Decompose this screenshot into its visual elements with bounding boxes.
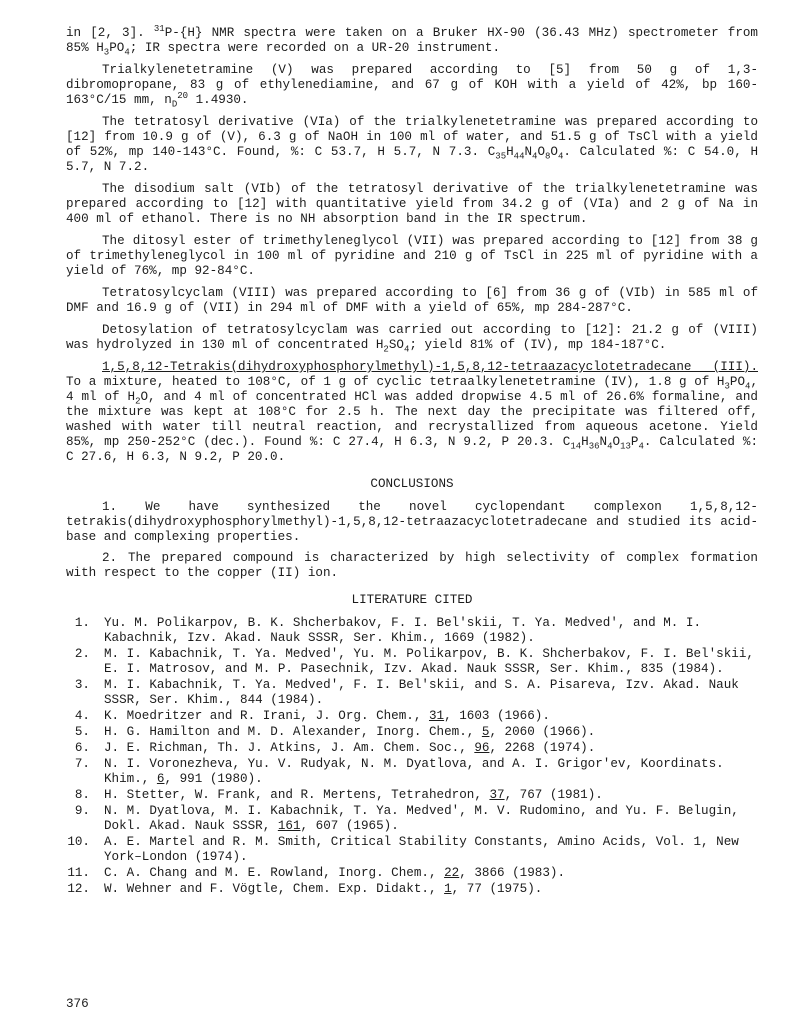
reference-item: 4. K. Moedritzer and R. Irani, J. Org. Chem., 31, 1603 (1966). [74, 709, 550, 723]
reference-item: 8. H. Stetter, W. Frank, and R. Mertens, Tetrahedron, 37, 767 (1981). [74, 788, 603, 802]
reference-item: 9. N. M. Dyatlova, M. I. Kabachnik, T. Ya. Medved', M. V. Rudomino, and Yu. F. Belugin, Dokl. Akad. Nauk SSSR, 161, 607 (1965). [74, 804, 739, 833]
paragraph-trialkylenetetramine: Trialkylenetetramine (V) was prepared according to [5] from 50 g of 1,3-dibromopropane, 83 g of ethylenediamine, and 67 g of KOH with a yield of 42%, bp 160-163°C/15 mm, $n_D^{20}$ 1.4930. [66, 63, 758, 110]
paragraph-nmr-ir: in [2, 3]. $^{31}$P-{H} NMR spectra were taken on a Bruker HX-90 (36.43 MHz) spectrometer from 85% $H_3PO_4$; IR spectra were recorded on a UR-20 instrument. [66, 23, 758, 58]
literature-heading: LITERATURE CITED [351, 593, 473, 607]
reference-item: 12. W. Wehner and F. Vögtle, Chem. Exp. Didakt., 1, 77 (1975). [67, 882, 543, 896]
reference-item: 11. C. A. Chang and M. E. Rowland, Inorg. Chem., 22, 3866 (1983). [67, 866, 566, 880]
paragraph-tetratosylcyclam: Tetratosylcyclam (VIII) was prepared according to [6] from 36 g of (VIb) in 585 ml of DMF and 16.9 g of (VII) in 294 ml of DMF with a yield of 65%, mp 284-287°C. [66, 286, 758, 315]
paragraph-compound-iii: 1,5,8,12-Tetrakis(dihydroxyphosphorylmethyl)-1,5,8,12-tetraazacyclotetradecane (III). To a mixture, heated to 108°C, of 1 g of cyclic tetraalkylenetetramine (IV), 1.8 g of $H_3PO_4$, 4 ml of $H_2O$, and 4 ml of concentrated HCl was added dropwise 4.5 ml of 26.6% formaline, and the mixture was kept at 108°C for 2.5 h. The next day the precipitate was filtered off, washed with water till neutral reaction, and recrystallized from aqueous acetone. Yield 85%, mp 250-252°C (dec.). Found %: C 27.4, H 6.3, N 9.2, P 20.3. $C_{14}H_{36}N_4O_{13}P_4$. Calculated %: C 27.6, H 6.3, N 9.2, P 20.0. [66, 360, 758, 464]
reference-item: 5. H. G. Hamilton and M. D. Alexander, Inorg. Chem., 5, 2060 (1966). [74, 725, 596, 739]
conclusions-heading: CONCLUSIONS [370, 477, 454, 491]
conclusion-item-2: 2. The prepared compound is characterized by high selectivity of complex formation with respect to the copper (II) ion. [66, 551, 758, 580]
conclusion-item-1: 1. We have synthesized the novel cyclopendant complexon 1,5,8,12-tetrakis(dihydroxyphosphorylmethyl)-1,5,8,12-tetraazacyclotetradecane and studied its acid-base and complexing properties. [66, 500, 758, 544]
reference-item: 2. M. I. Kabachnik, T. Ya. Medved', Yu. M. Polikarpov, B. K. Shcherbakov, F. I. Bel'skii, E. I. Matrosov, and M. P. Pasechnik, Izv. Akad. Nauk SSSR, Ser. Khim., 835 (1984). [74, 647, 754, 676]
reference-item: 10. A. E. Martel and R. M. Smith, Critical Stability Constants, Amino Acids, Vol. 1, New York–London (1974). [67, 835, 739, 864]
paragraph-disodium-salt: The disodium salt (VIb) of the tetratosyl derivative of the trialkylenetetramine was prepared according to [12] with quantitative yield from 34.2 g of (VIa) and 2 g of Na in 400 ml of ethanol. There is no NH absorption band in the IR spectrum. [66, 182, 758, 226]
paragraph-detosylation: Detosylation of tetratosylcyclam was carried out according to [12]: 21.2 g of (VIII) was hydrolyzed in 130 ml of concentrated $H_2SO_4$; yield 81% of (IV), mp 184-187°C. [66, 323, 758, 355]
article-page [66, 23, 759, 898]
reference-item: 1. Yu. M. Polikarpov, B. K. Shcherbakov, F. I. Bel'skii, T. Ya. Medved', and M. I. Kabachnik, Izv. Akad. Nauk SSSR, Ser. Khim., 1669 (1982). [74, 616, 702, 645]
paragraph-tetratosyl-derivative: The tetratosyl derivative (VIa) of the trialkylenetetramine was prepared according to [12] from 10.9 g of (V), 6.3 g of NaOH in 100 ml of water, and 51.5 g of TsCl with a yield of 52%, mp 140-143°C. Found, %: C 53.7, H 5.7, N 7.3. $C_{35}H_{44}N_4O_8O_4$. Calculated %: C 54.0, H 5.7, N 7.2. [66, 115, 759, 174]
reference-list [66, 616, 758, 897]
reference-item: 3. M. I. Kabachnik, T. Ya. Medved', F. I. Bel'skii, and S. A. Pisareva, Izv. Akad. Nauk SSSR, Ser. Khim., 844 (1984). [74, 678, 739, 707]
page-number: 376 [66, 997, 89, 1011]
compound-title: 1,5,8,12-Tetrakis(dihydroxyphosphorylmethyl)-1,5,8,12-tetraazacyclotetradecane (III). [102, 360, 758, 374]
paragraph-ditosyl-ester: The ditosyl ester of trimethyleneglycol (VII) was prepared according to [12] from 38 g of trimethyleneglycol in 100 ml of pyridine and 210 g of TsCl in 225 ml of pyridine with a yield of 76%, mp 92-84°C. [66, 234, 758, 278]
reference-item: 7. N. I. Voronezheva, Yu. V. Rudyak, N. M. Dyatlova, and A. I. Grigor'ev, Koordinats. Khim., 6, 991 (1980). [74, 757, 724, 786]
reference-item: 6. J. E. Richman, Th. J. Atkins, J. Am. Chem. Soc., 96, 2268 (1974). [74, 741, 596, 755]
